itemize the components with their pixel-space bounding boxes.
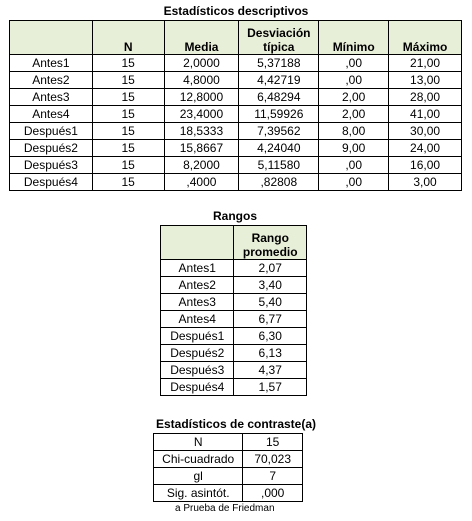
test-cell-value: 15: [243, 434, 303, 451]
desc-table-title: Estadísticos descriptivos: [163, 4, 309, 18]
ranks-row: [161, 294, 307, 311]
desc-cell-media: 15,8667: [164, 140, 239, 157]
desc-cell-min: 2,00: [319, 89, 389, 106]
desc-cell-min: ,00: [319, 157, 389, 174]
footnote: a Prueba de Friedman: [175, 503, 275, 514]
desc-cell-max: 21,00: [389, 55, 462, 72]
desc-cell-min: 2,00: [319, 106, 389, 123]
desc-cell-max: 13,00: [389, 72, 462, 89]
desc-row-label: Antes3: [10, 89, 93, 106]
desc-cell-max: 24,00: [389, 140, 462, 157]
desc-cell-min: 9,00: [319, 140, 389, 157]
desc-cell-max: 30,00: [389, 123, 462, 140]
desc-row: [10, 123, 462, 140]
desc-cell-desv: 11,59926: [239, 106, 319, 123]
desc-cell-n: 15: [92, 123, 164, 140]
desc-row-label: Después1: [10, 123, 93, 140]
desc-row-label: Después4: [10, 174, 93, 191]
desc-cell-max: 3,00: [389, 174, 462, 191]
desc-cell-desv: ,82808: [239, 174, 319, 191]
ranks-cell-value: 4,37: [234, 362, 307, 379]
desc-row-label: Antes1: [10, 55, 93, 72]
desc-cell-min: ,00: [319, 55, 389, 72]
desc-cell-desv: 5,37188: [239, 55, 319, 72]
ranks-row: [161, 362, 307, 379]
ranks-row-label: Después1: [161, 328, 234, 345]
test-row-label: Chi-cuadrado: [154, 451, 243, 468]
ranks-row: [161, 345, 307, 362]
test-cell-value: 7: [243, 468, 303, 485]
desc-cell-n: 15: [92, 106, 164, 123]
ranks-table: [160, 225, 307, 396]
ranks-cell-value: 6,77: [234, 311, 307, 328]
desc-cell-n: 15: [92, 89, 164, 106]
desc-cell-media: 4,8000: [164, 72, 239, 89]
desc-cell-desv: 4,42719: [239, 72, 319, 89]
desc-cell-media: 2,0000: [164, 55, 239, 72]
desc-cell-max: 41,00: [389, 106, 462, 123]
desc-cell-desv: 7,39562: [239, 123, 319, 140]
desc-row-label: Después3: [10, 157, 93, 174]
desc-cell-max: 16,00: [389, 157, 462, 174]
desc-cell-min: ,00: [319, 72, 389, 89]
ranks-row: [161, 260, 307, 277]
test-row-label: N: [154, 434, 243, 451]
desc-cell-desv: 6,48294: [239, 89, 319, 106]
desc-row-label: Después2: [10, 140, 93, 157]
test-row: [154, 468, 303, 485]
desc-header-media: Media: [164, 21, 239, 55]
ranks-cell-value: 6,30: [234, 328, 307, 345]
desc-cell-media: 23,4000: [164, 106, 239, 123]
desc-row: [10, 72, 462, 89]
test-cell-value: ,000: [243, 485, 303, 502]
ranks-cell-value: 5,40: [234, 294, 307, 311]
ranks-row-label: Antes2: [161, 277, 234, 294]
ranks-cell-value: 3,40: [234, 277, 307, 294]
ranks-row: [161, 379, 307, 396]
ranks-header-rango: Rango promedio: [234, 226, 307, 260]
ranks-cell-value: 2,07: [234, 260, 307, 277]
desc-cell-n: 15: [92, 72, 164, 89]
ranks-cell-value: 1,57: [234, 379, 307, 396]
test-row-label: gl: [154, 468, 243, 485]
desc-cell-media: 12,8000: [164, 89, 239, 106]
desc-cell-n: 15: [92, 157, 164, 174]
desc-row: [10, 89, 462, 106]
desc-row: [10, 157, 462, 174]
desc-row: [10, 106, 462, 123]
desc-header-min: Mínimo: [319, 21, 389, 55]
descriptive-stats-table: [9, 20, 462, 191]
ranks-row-label: Antes3: [161, 294, 234, 311]
desc-cell-media: 8,2000: [164, 157, 239, 174]
desc-row: [10, 174, 462, 191]
desc-cell-n: 15: [92, 140, 164, 157]
desc-cell-media: ,4000: [164, 174, 239, 191]
desc-cell-media: 18,5333: [164, 123, 239, 140]
desc-cell-desv: 4,24040: [239, 140, 319, 157]
test-row: [154, 485, 303, 502]
desc-cell-n: 15: [92, 55, 164, 72]
desc-cell-min: 8,00: [319, 123, 389, 140]
desc-header-blank: [10, 21, 93, 55]
desc-header-max: Máximo: [389, 21, 462, 55]
test-row: [154, 451, 303, 468]
ranks-row: [161, 328, 307, 345]
desc-cell-n: 15: [92, 174, 164, 191]
ranks-table-title: Rangos: [212, 209, 257, 223]
ranks-row-label: Antes4: [161, 311, 234, 328]
desc-cell-max: 28,00: [389, 89, 462, 106]
desc-row-label: Antes2: [10, 72, 93, 89]
ranks-row-label: Antes1: [161, 260, 234, 277]
desc-row: [10, 55, 462, 72]
test-row-label: Sig. asintót.: [154, 485, 243, 502]
desc-header-desv: Desviación típica: [239, 21, 319, 55]
desc-row: [10, 140, 462, 157]
ranks-header-blank: [161, 226, 234, 260]
ranks-cell-value: 6,13: [234, 345, 307, 362]
ranks-row-label: Después2: [161, 345, 234, 362]
test-cell-value: 70,023: [243, 451, 303, 468]
ranks-row: [161, 311, 307, 328]
desc-row-label: Antes4: [10, 106, 93, 123]
desc-header-n: N: [92, 21, 164, 55]
ranks-row: [161, 277, 307, 294]
desc-cell-min: ,00: [319, 174, 389, 191]
desc-cell-desv: 5,11580: [239, 157, 319, 174]
test-stats-table: [153, 433, 303, 502]
test-row: [154, 434, 303, 451]
ranks-row-label: Después3: [161, 362, 234, 379]
test-table-title: Estadísticos de contraste(a): [155, 417, 317, 431]
ranks-row-label: Después4: [161, 379, 234, 396]
